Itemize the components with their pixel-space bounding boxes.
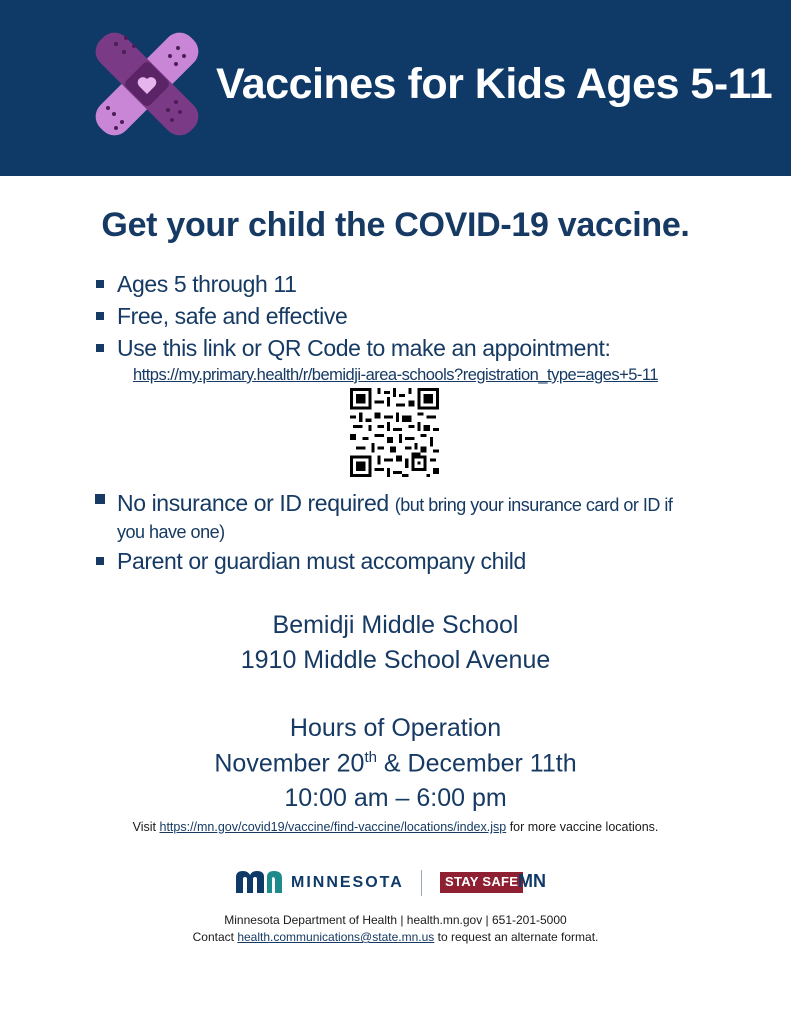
minnesota-m-logo-icon	[236, 871, 286, 893]
registration-link-row	[0, 366, 791, 385]
footer-alternate-format	[0, 930, 791, 944]
location-address: 1910 Middle School Avenue	[240, 646, 551, 674]
visit-line	[0, 820, 791, 834]
hours-dates	[0, 749, 791, 778]
visit-suffix: for more vaccine locations.	[506, 820, 659, 834]
page-headline: Get your child the COVID-19 vaccine.	[101, 206, 690, 244]
contact-email-link[interactable]: health.communications@state.mn.us	[237, 930, 435, 944]
bullet-text	[117, 490, 672, 517]
vaccine-locations-link[interactable]: https://mn.gov/covid19/vaccine/find-vaccine/locations/index.jsp	[159, 820, 507, 834]
footer-contact-info: Minnesota Department of Health | health.mn.gov | 651-201-5000	[224, 913, 567, 927]
bullet-square-icon	[96, 312, 104, 320]
minnesota-wordmark: MINNESOTA	[291, 874, 404, 891]
hours-time: 10:00 am – 6:00 pm	[284, 784, 507, 812]
visit-prefix: Visit	[132, 820, 160, 834]
header-title: Vaccines for Kids Ages 5-11	[216, 60, 773, 108]
contact-suffix: to request an alternate format.	[434, 930, 599, 944]
bullet-text: Free, safe and effective	[117, 303, 348, 329]
date-prefix: November 20	[214, 749, 365, 778]
bullet-square-icon	[96, 280, 104, 288]
stay-safe-badge: STAY SAFE	[440, 872, 523, 893]
insurance-main-text: No insurance or ID required	[117, 490, 389, 516]
qr-code-icon[interactable]	[350, 388, 439, 477]
location-name: Bemidji Middle School	[272, 611, 519, 639]
bullet-text: Use this link or QR Code to make an appointment:	[117, 335, 611, 361]
insurance-note-text: (but bring your insurance card or ID if	[394, 495, 673, 515]
date-superscript: th	[364, 749, 377, 766]
hours-heading: Hours of Operation	[289, 714, 502, 742]
contact-prefix: Contact	[192, 930, 238, 944]
stay-safe-mn: MN	[518, 871, 546, 891]
bullet-square-icon	[96, 344, 104, 352]
bullet-text: Ages 5 through 11	[117, 271, 297, 297]
logo-divider	[421, 870, 422, 896]
date-suffix: & December 11th	[376, 749, 577, 778]
bullet-square-icon	[95, 494, 105, 504]
bullet-text: Parent or guardian must accompany child	[117, 548, 526, 574]
header-banner	[0, 0, 791, 176]
registration-link[interactable]: https://my.primary.health/r/bemidji-area-schools?registration_type=ages+5-11	[132, 366, 659, 384]
bullet-square-icon	[96, 557, 104, 565]
crossed-bandages-heart-icon	[86, 24, 208, 144]
insurance-note-continued: you have one)	[117, 522, 225, 542]
